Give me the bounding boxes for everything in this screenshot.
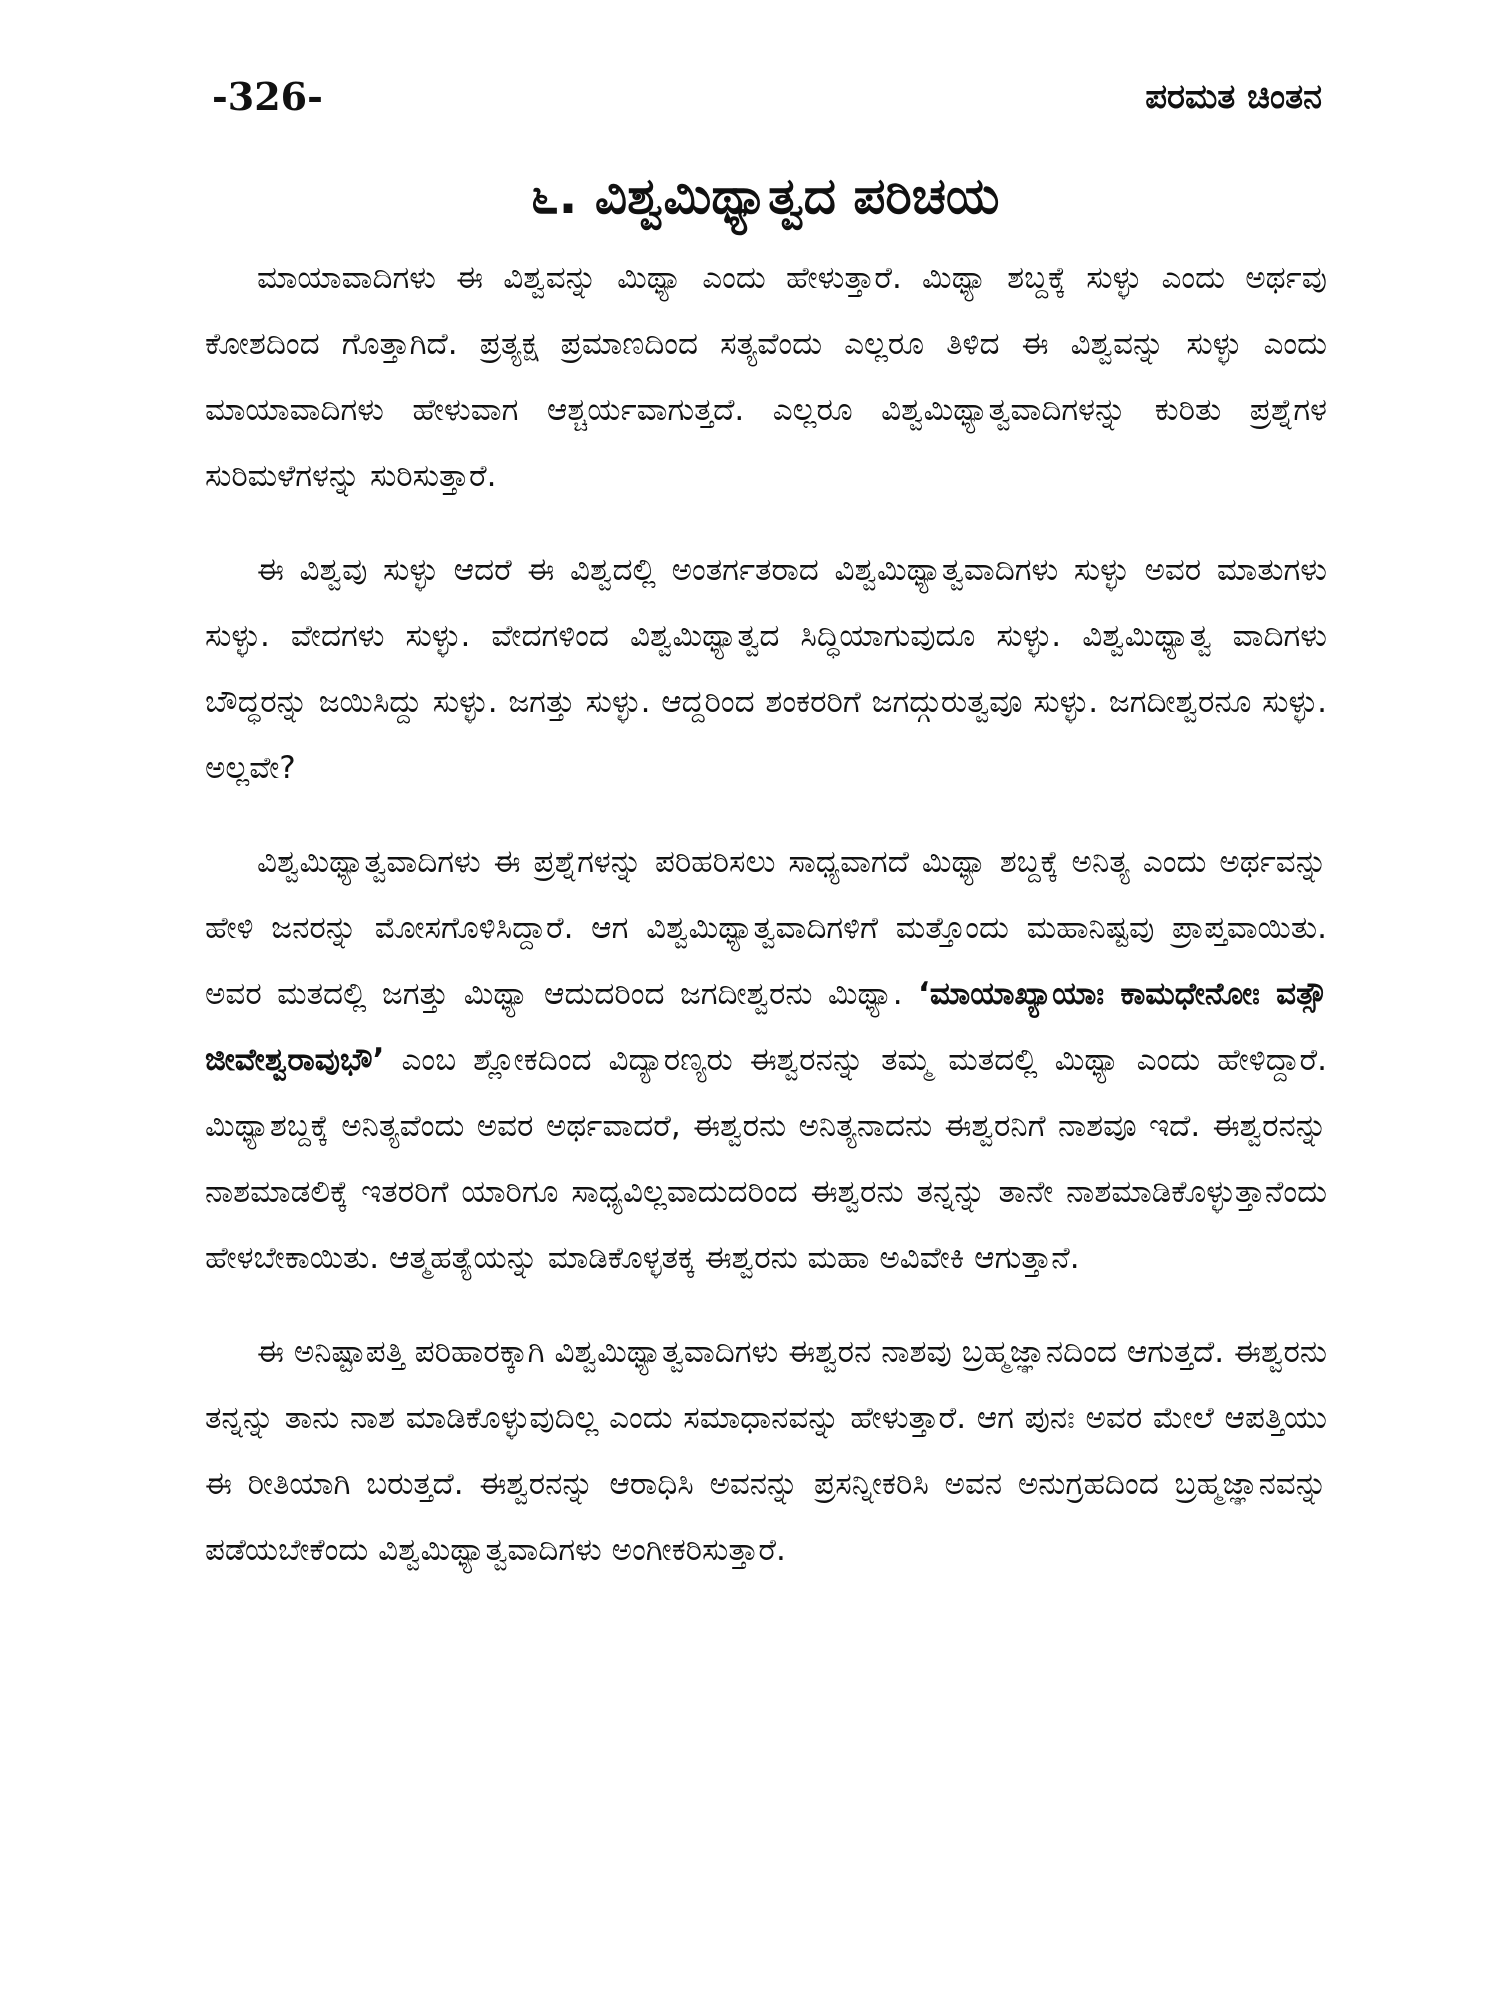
chapter-title: ೬. ವಿಶ್ವಮಿಥ್ಯಾತ್ವದ ಪರಿಚಯ [530, 167, 1000, 225]
paragraph-1: ಮಾಯಾವಾದಿಗಳು ಈ ವಿಶ್ವವನ್ನು ಮಿಥ್ಯಾ ಎಂದು ಹೇಳುತ್ತಾರೆ. ಮಿಥ್ಯಾ ಶಬ್ದಕ್ಕೆ ಸುಳ್ಳು ಎಂದು ಅರ್ಥವು ಕೋಶದಿಂದ ಗೊತ್ತಾಗಿದೆ. ಪ್ರತ್ಯಕ್ಷ ಪ್ರಮಾಣದಿಂದ ಸತ್ಯವೆಂದು ಎಲ್ಲರೂ ತಿಳಿದ ಈ ವಿಶ್ವವನ್ನು ಸುಳ್ಳು ಎಂದು ಮಾಯಾವಾದಿಗಳು ಹೇಳುವಾಗ ಆಶ್ಚರ್ಯವಾಗುತ್ತದೆ. ಎಲ್ಲರೂ ವಿಶ್ವಮಿಥ್ಯಾತ್ವವಾದಿಗಳನ್ನು ಕುರಿತು ಪ್ರಶ್ನೆಗಳ ಸುರಿಮಳೆಗಳನ್ನು ಸುರಿಸುತ್ತಾರೆ. [205, 260, 1327, 494]
page-header [212, 62, 1322, 132]
running-title: ಪರಮತ ಚಿಂತನ [1145, 77, 1322, 117]
paragraph-3-quote: ‘ಮಾಯಾಖ್ಯಾಯಾಃ ಕಾಮಧೇನೋಃ ವತ್ಸೌ ಜೀವೇಶ್ವರಾವುಭೌ’ [205, 976, 1328, 1078]
paragraph-3 [205, 829, 1327, 1291]
paragraph-2: ಈ ವಿಶ್ವವು ಸುಳ್ಳು ಆದರೆ ಈ ವಿಶ್ವದಲ್ಲಿ ಅಂತರ್ಗತರಾದ ವಿಶ್ವಮಿಥ್ಯಾತ್ವವಾದಿಗಳು ಸುಳ್ಳು ಅವರ ಮಾತುಗಳು ಸುಳ್ಳು. ವೇದಗಳು ಸುಳ್ಳು. ವೇದಗಳಿಂದ ವಿಶ್ವಮಿಥ್ಯಾತ್ವದ ಸಿದ್ಧಿಯಾಗುವುದೂ ಸುಳ್ಳು. ವಿಶ್ವಮಿಥ್ಯಾತ್ವ ವಾದಿಗಳು ಬೌದ್ಧರನ್ನು ಜಯಿಸಿದ್ದು ಸುಳ್ಳು. ಜಗತ್ತು ಸುಳ್ಳು. ಆದ್ದರಿಂದ ಶಂಕರರಿಗೆ ಜಗದ್ಗುರುತ್ವವೂ ಸುಳ್ಳು. ಜಗದೀಶ್ವರನೂ ಸುಳ್ಳು. ಅಲ್ಲವೇ? [205, 552, 1327, 786]
paragraph-3-text-after: ಎಂಬ ಶ್ಲೋಕದಿಂದ ವಿದ್ಯಾರಣ್ಯರು ಈಶ್ವರನನ್ನು ತಮ್ಮ ಮತದಲ್ಲಿ ಮಿಥ್ಯಾ ಎಂದು ಹೇಳಿದ್ದಾರೆ. ಮಿಥ್ಯಾಶಬ್ದಕ್ಕೆ ಅನಿತ್ಯವೆಂದು ಅವರ ಅರ್ಥವಾದರೆ, ಈಶ್ವರನು ಅನಿತ್ಯನಾದನು ಈಶ್ವರನಿಗೆ ನಾಶವೂ ಇದೆ. ಈಶ್ವರನನ್ನು ನಾಶಮಾಡಲಿಕ್ಕೆ ಇತರರಿಗೆ ಯಾರಿಗೂ ಸಾಧ್ಯವಿಲ್ಲವಾದುದರಿಂದ ಈಶ್ವರನು ತನ್ನನ್ನು ತಾನೇ ನಾಶಮಾಡಿಕೊಳ್ಳುತ್ತಾನೆಂದು ಹೇಳಬೇಕಾಯಿತು. ಆತ್ಮಹತ್ಯೆಯನ್ನು ಮಾಡಿಕೊಳ್ಳತಕ್ಕ ಈಶ್ವರನು ಮಹಾ ಅವಿವೇಕಿ ಆಗುತ್ತಾನೆ. [205, 1042, 1327, 1276]
body-text [205, 245, 1327, 1611]
paragraph-4: ಈ ಅನಿಷ್ಟಾಪತ್ತಿ ಪರಿಹಾರಕ್ಕಾಗಿ ವಿಶ್ವಮಿಥ್ಯಾತ್ವವಾದಿಗಳು ಈಶ್ವರನ ನಾಶವು ಬ್ರಹ್ಮಜ್ಞಾನದಿಂದ ಆಗುತ್ತದೆ. ಈಶ್ವರನು ತನ್ನನ್ನು ತಾನು ನಾಶ ಮಾಡಿಕೊಳ್ಳುವುದಿಲ್ಲ ಎಂದು ಸಮಾಧಾನವನ್ನು ಹೇಳುತ್ತಾರೆ. ಆಗ ಪುನಃ ಅವರ ಮೇಲೆ ಆಪತ್ತಿಯು ಈ ರೀತಿಯಾಗಿ ಬರುತ್ತದೆ. ಈಶ್ವರನನ್ನು ಆರಾಧಿಸಿ ಅವನನ್ನು ಪ್ರಸನ್ನೀಕರಿಸಿ ಅವನ ಅನುಗ್ರಹದಿಂದ ಬ್ರಹ್ಮಜ್ಞಾನವನ್ನು ಪಡೆಯಬೇಕೆಂದು ವಿಶ್ವಮಿಥ್ಯಾತ್ವವಾದಿಗಳು ಅಂಗೀಕರಿಸುತ್ತಾರೆ. [205, 1334, 1327, 1568]
paragraph-3-text-before: ವಿಶ್ವಮಿಥ್ಯಾತ್ವವಾದಿಗಳು ಈ ಪ್ರಶ್ನೆಗಳನ್ನು ಪರಿಹರಿಸಲು ಸಾಧ್ಯವಾಗದೆ ಮಿಥ್ಯಾ ಶಬ್ದಕ್ಕೆ ಅನಿತ್ಯ ಎಂದು ಅರ್ಥವನ್ನು ಹೇಳಿ ಜನರನ್ನು ಮೋಸಗೊಳಿಸಿದ್ದಾರೆ. ಆಗ ವಿಶ್ವಮಿಥ್ಯಾತ್ವವಾದಿಗಳಿಗೆ ಮತ್ತೊಂದು ಮಹಾನಿಷ್ಟವು ಪ್ರಾಪ್ತವಾಯಿತು. ಅವರ ಮತದಲ್ಲಿ ಜಗತ್ತು ಮಿಥ್ಯಾ ಆದುದರಿಂದ ಜಗದೀಶ್ವರನು ಮಿಥ್ಯಾ. [205, 844, 1327, 1012]
page-number: -326- [212, 74, 323, 119]
